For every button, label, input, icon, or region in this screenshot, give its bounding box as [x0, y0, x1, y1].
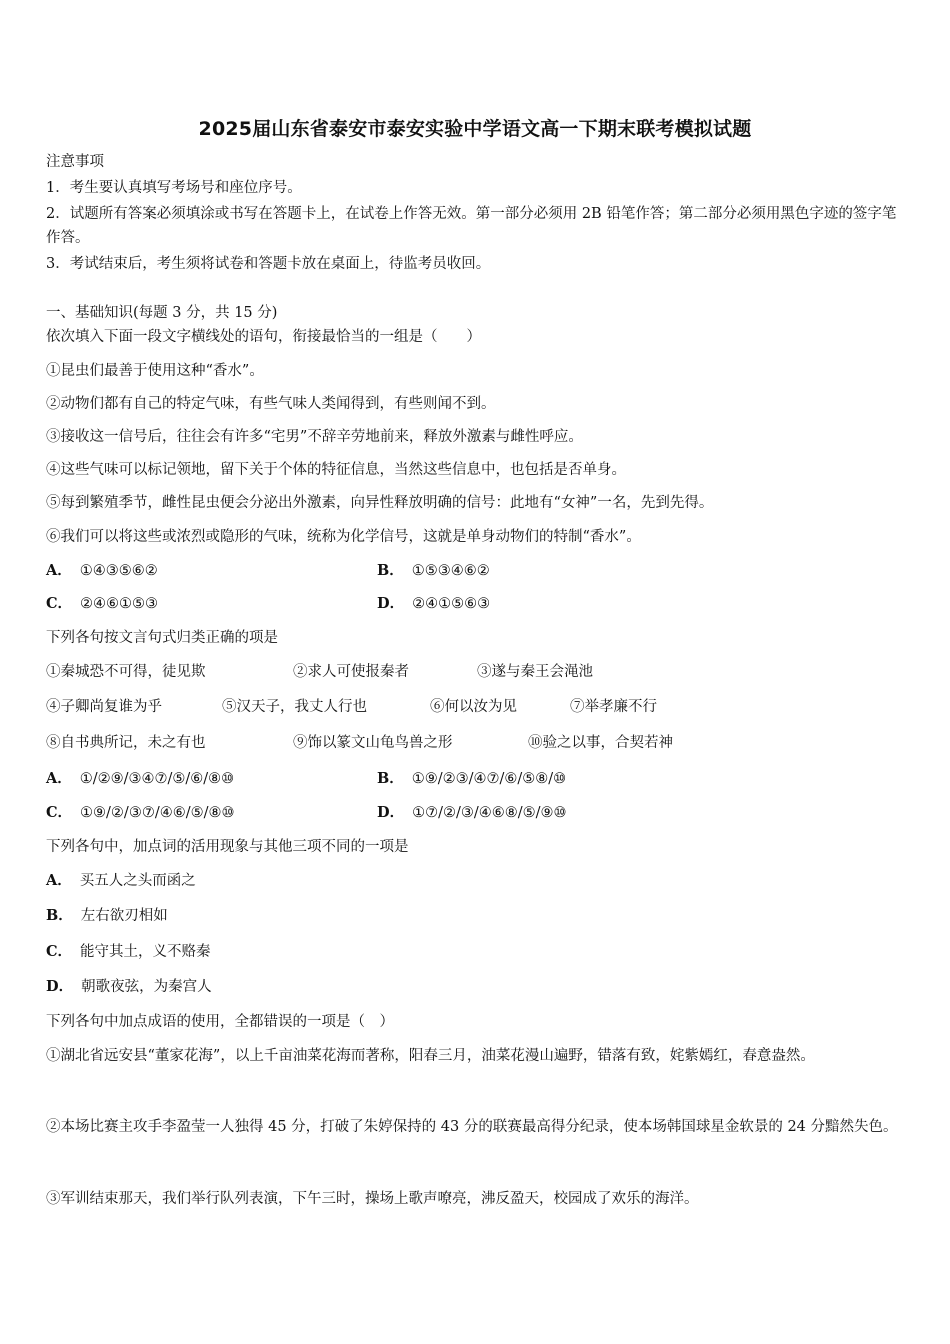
sentence-item: ⑨饰以篆文山龟鸟兽之形: [293, 735, 453, 751]
sentence-item: ⑦举孝廉不行: [570, 699, 657, 715]
question-item: ④这些气味可以标记领地，留下关于个体的特征信息，当然这些信息中，也包括是否单身。: [46, 462, 626, 478]
option-text: 左右欲刃相如: [80, 908, 168, 924]
notice-heading: 注意事项: [46, 154, 104, 170]
answer-option[interactable]: [46, 977, 212, 997]
question-item: ⑥我们可以将这些或浓烈或隐形的气味，统称为化学信号，这就是单身动物们的特制“香水”。: [46, 529, 641, 545]
notice-item: 3．考试结束后，考生须将试卷和答题卡放在桌面上，待监考员收回。: [46, 256, 491, 272]
answer-option[interactable]: [46, 594, 158, 614]
sentence-item: ⑩验之以事，合契若神: [528, 735, 673, 751]
option-letter: C．: [46, 943, 73, 960]
question-item: ③军训结束那天，我们举行队列表演，下午三时，操场上歌声嘹亮，沸反盈天，校园成了欢乐的海洋。: [46, 1191, 699, 1207]
option-letter: A．: [46, 562, 72, 579]
page-title: 2025届山东省泰安市泰安实验中学语文高一下期末联考模拟试题: [198, 118, 752, 140]
option-text: ①⑦/②/③/④⑥⑧/⑤/⑨⑩: [412, 805, 567, 821]
option-text: ①⑨/②/③⑦/④⑥/⑤/⑧⑩: [80, 805, 235, 821]
option-letter: C．: [46, 804, 73, 821]
question-item: ③接收这一信号后，往往会有许多“宅男”不辞辛劳地前来，释放外激素与雌性呼应。: [46, 429, 583, 445]
sentence-item: ⑥何以汝为见: [430, 699, 517, 715]
question-stem: 下列各句中，加点词的活用现象与其他三项不同的一项是: [46, 839, 409, 855]
option-text: ②④①⑤⑥③: [412, 596, 491, 612]
option-letter: D．: [377, 595, 405, 612]
notice-item: 2．试题所有答案必须填涂或书写在答题卡上，在试卷上作答无效。第一部分必须用 2B 铅笔作答；第二部分必须用黑色字迹的签字笔作答。: [46, 206, 897, 246]
question-item: ②动物们都有自己的特定气味，有些气味人类闻得到，有些则闻不到。: [46, 396, 496, 412]
answer-option[interactable]: [377, 769, 566, 789]
sentence-item: ⑧自书典所记，未之有也: [46, 735, 206, 751]
option-letter: B．: [46, 907, 73, 924]
option-text: ①⑨/②③/④⑦/⑥/⑤⑧/⑩: [411, 771, 567, 787]
answer-option[interactable]: [46, 561, 158, 581]
answer-option[interactable]: [46, 906, 168, 926]
sentence-item: ④子卿尚复谁为乎: [46, 699, 162, 715]
answer-option[interactable]: [377, 803, 567, 823]
option-text: 能守其土，义不赂秦: [80, 944, 211, 960]
answer-option[interactable]: [46, 769, 234, 789]
question-stem: 下列各句中加点成语的使用，全都错误的一项是（ ）: [46, 1014, 394, 1030]
question-item: ②本场比赛主攻手李盈莹一人独得 45 分，打破了朱婷保持的 43 分的联赛最高得分纪录，使本场韩国球星金软景的 24 分黯然失色。: [46, 1119, 898, 1135]
section-heading: 一、基础知识(每题 3 分，共 15 分): [46, 305, 278, 321]
option-letter: B．: [377, 770, 404, 787]
option-letter: D．: [46, 978, 74, 995]
question-item: ⑤每到繁殖季节，雌性昆虫便会分泌出外激素，向异性释放明确的信号：此地有“女神”一名，先到先得。: [46, 495, 714, 511]
option-letter: C．: [46, 595, 73, 612]
answer-option[interactable]: [46, 942, 211, 962]
option-text: 朝歌夜弦，为秦宫人: [81, 979, 212, 995]
question-stem: 依次填入下面一段文字横线处的语句，衔接最恰当的一组是（ ）: [46, 329, 481, 345]
question-item: ①昆虫们最善于使用这种“香水”。: [46, 363, 264, 379]
option-letter: B．: [377, 562, 404, 579]
sentence-item: ⑤汉天子，我丈人行也: [222, 699, 367, 715]
answer-option[interactable]: [377, 561, 490, 581]
option-text: 买五人之头而函之: [79, 873, 196, 889]
option-text: ②④⑥①⑤③: [80, 596, 159, 612]
option-text: ①⑤③④⑥②: [411, 563, 490, 579]
answer-option[interactable]: [377, 594, 490, 614]
sentence-item: ①秦城恐不可得，徒见欺: [46, 664, 206, 680]
option-letter: D．: [377, 804, 405, 821]
sentence-item: ③遂与秦王会渑池: [477, 664, 593, 680]
option-letter: A．: [46, 872, 72, 889]
question-item: ①湖北省远安县“董家花海”，以上千亩油菜花海而著称，阳春三月，油菜花漫山遍野，错落有致，姹紫嫣红，春意盎然。: [46, 1048, 815, 1064]
option-text: ①④③⑤⑥②: [79, 563, 158, 579]
sentence-item: ②求人可使报秦者: [293, 664, 409, 680]
notice-item: 1．考生要认真填写考场号和座位序号。: [46, 180, 302, 196]
option-letter: A．: [46, 770, 72, 787]
option-text: ①/②⑨/③④⑦/⑤/⑥/⑧⑩: [79, 771, 235, 787]
answer-option[interactable]: [46, 803, 234, 823]
answer-option[interactable]: [46, 871, 196, 891]
question-stem: 下列各句按文言句式归类正确的项是: [46, 630, 278, 646]
